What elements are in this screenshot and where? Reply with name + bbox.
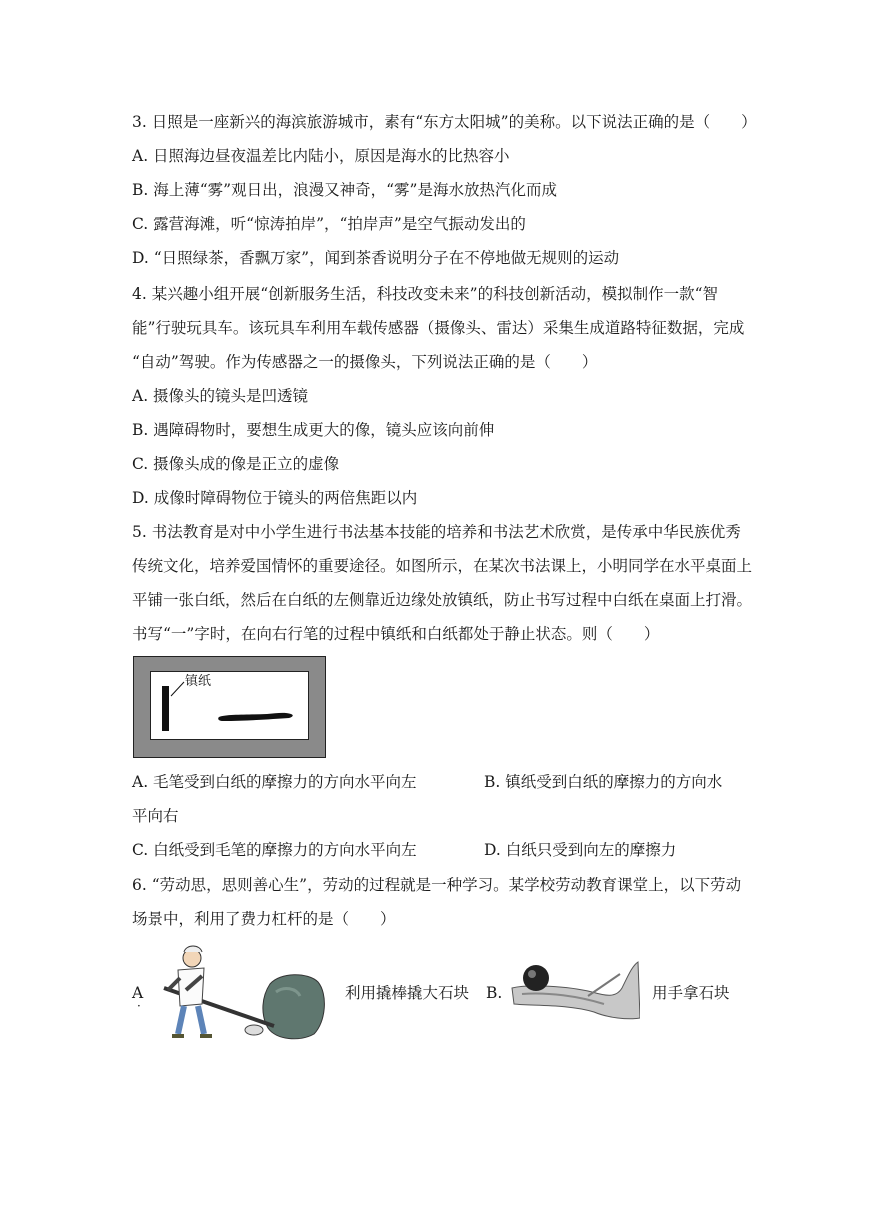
- q5-stem-line-2: 传统文化，培养爱国情怀的重要途径。如图所示，在某次书法课上，小明同学在水平桌面上: [132, 557, 753, 575]
- q5-stem-line-1: 5. 书法教育是对中小学生进行书法基本技能的培养和书法艺术欣赏，是传承中华民族优秀: [132, 523, 741, 541]
- arm-holding-stone-illustration: [508, 958, 640, 1022]
- white-paper: [150, 671, 309, 740]
- q3-option-c: C. 露营海滩，听“惊涛拍岸”，“拍岸声”是空气振动发出的: [132, 215, 526, 233]
- q6-option-a-dot: ·: [137, 999, 141, 1013]
- q4-option-d: D. 成像时障碍物位于镜头的两倍焦距以内: [132, 489, 418, 507]
- q3-stem: 3. 日照是一座新兴的海滨旅游城市，素有“东方太阳城”的美称。以下说法正确的是（ ）: [132, 113, 757, 131]
- q6-option-a-text: 利用撬棒撬大石块: [345, 984, 470, 1002]
- q4-stem-line-2: 能”行驶玩具车。该玩具车利用车载传感器（摄像头、雷达）采集生成道路特征数据，完成: [132, 319, 745, 337]
- q6-option-b-text: 用手拿石块: [652, 984, 730, 1002]
- crowbar-rock-illustration: [142, 944, 328, 1042]
- q5-option-b: B. 镇纸受到白纸的摩擦力的方向水: [484, 773, 723, 791]
- q6-option-b-letter: B.: [486, 984, 503, 1002]
- q3-option-d: D. “日照绿茶，香飘万家”，闻到茶香说明分子在不停地做无规则的运动: [132, 249, 620, 267]
- q6-option-a-letter: A: [132, 984, 144, 1002]
- q6-stem-line-2: 场景中，利用了费力杠杆的是（ ）: [132, 910, 396, 928]
- q4-stem-line-3: “自动”驾驶。作为传感器之一的摄像头，下列说法正确的是（ ）: [132, 353, 598, 371]
- q5-stem-line-3: 平铺一张白纸，然后在白纸的左侧靠近边缘处放镇纸，防止书写过程中白纸在桌面上打滑。: [132, 591, 753, 609]
- desk-figure: [133, 656, 326, 758]
- q5-option-b-continued: 平向右: [132, 807, 179, 825]
- brush-stroke-yi: [217, 708, 297, 726]
- q5-option-c: C. 白纸受到毛笔的摩擦力的方向水平向左: [132, 841, 417, 859]
- q4-option-c: C. 摄像头成的像是正立的虚像: [132, 455, 340, 473]
- q4-stem-line-1: 4. 某兴趣小组开展“创新服务生活，科技改变未来”的科技创新活动，模拟制作一款“智: [132, 285, 718, 303]
- q5-option-a: A. 毛笔受到白纸的摩擦力的方向水平向左: [132, 773, 417, 791]
- q4-option-b: B. 遇障碍物时，要想生成更大的像，镜头应该向前伸: [132, 421, 495, 439]
- q3-option-b: B. 海上薄“雾”观日出，浪漫又神奇，“雾”是海水放热汽化而成: [132, 181, 557, 199]
- label-leader-line: [151, 672, 310, 741]
- q5-option-d: D. 白纸只受到向左的摩擦力: [484, 841, 677, 859]
- q5-stem-line-4: 书写“一”字时，在向右行笔的过程中镇纸和白纸都处于静止状态。则（ ）: [132, 625, 660, 643]
- paperweight-label: 镇纸: [185, 674, 212, 689]
- q6-stem-line-1: 6. “劳动思，思则善心生”，劳动的过程就是一种学习。某学校劳动教育课堂上，以下劳动: [132, 876, 742, 894]
- q3-option-a: A. 日照海边昼夜温差比内陆小，原因是海水的比热容小: [132, 147, 510, 165]
- q4-option-a: A. 摄像头的镜头是凹透镜: [132, 387, 309, 405]
